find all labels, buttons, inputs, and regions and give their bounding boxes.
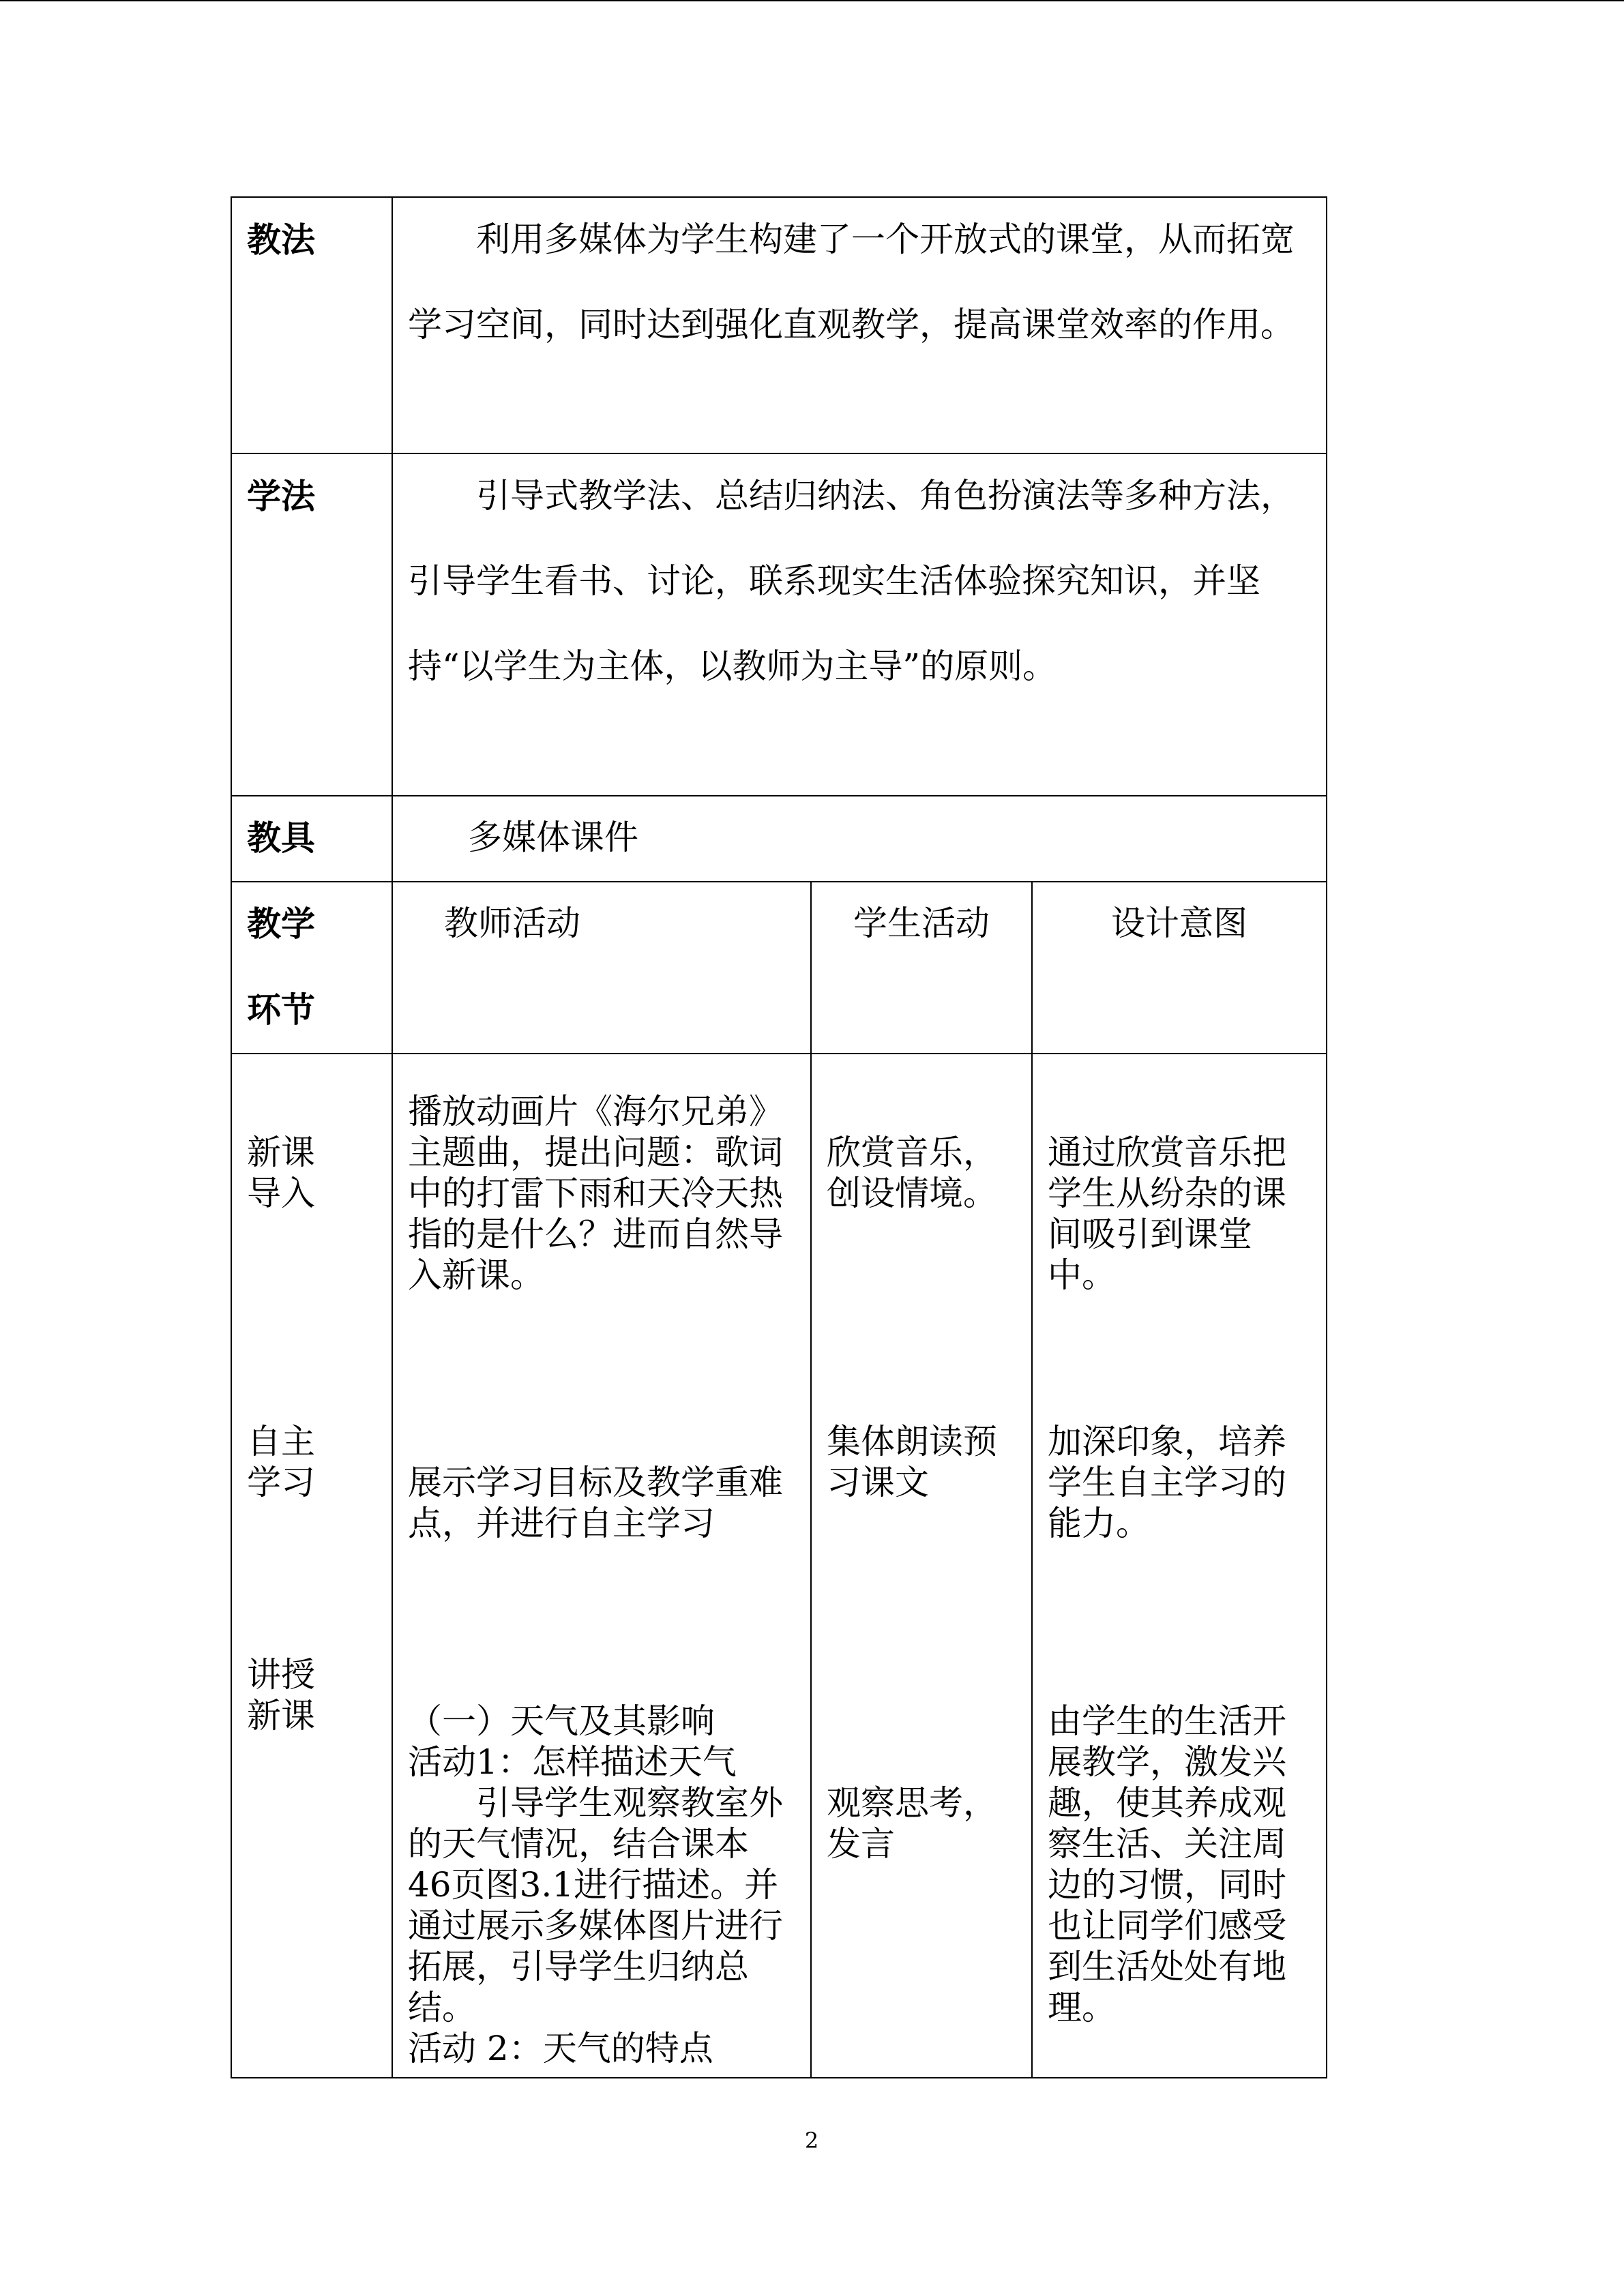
stage-student-lecture: 观察思考，发言: [827, 1783, 997, 1864]
stage-label-intro: 新课导入: [247, 1133, 315, 1213]
table-border-bottom: [231, 2077, 1327, 2078]
row-content-jiaoju: 多媒体课件: [468, 818, 638, 857]
top-border: [0, 0, 1624, 1]
stage-teacher-self-study: 展示学习目标及教学重难点，并进行自主学习: [408, 1463, 783, 1543]
stage-teacher-intro: 播放动画片《海尔兄弟》主题曲，提出问题：歌词中的打雷下雨和天冷天热指的是什么？进而自然导入新课。: [408, 1092, 783, 1295]
stage-intent-intro: 通过欣赏音乐把学生从纷杂的课间吸引到课堂中。: [1048, 1133, 1286, 1295]
row-content-jiaofa: 利用多媒体为学生构建了一个开放式的课堂，从而拓宽学习空间，同时达到强化直观教学，提高课堂效率的作用。: [408, 220, 1295, 344]
stage-label-lecture: 讲授新课: [247, 1655, 315, 1735]
table-divider-student: [1031, 881, 1033, 2078]
table-divider-label: [392, 196, 393, 2078]
header-intent: 设计意图: [1111, 904, 1247, 943]
table-divider-teacher: [810, 881, 812, 2078]
stage-label-self-study: 自主学习: [247, 1422, 315, 1502]
row-divider-4: [231, 1053, 1327, 1054]
stage-teacher-lecture: （一）天气及其影响 活动1：怎样描述天气 引导学生观察教室外的天气情况，结合课本46页图3.1进行描述。并通过展示多媒体图片进行拓展，引导学生归纳总结。 活动 2：天气的特点: [408, 1701, 783, 2068]
stage-intent-lecture: 由学生的生活开展教学，激发兴趣，使其养成观察生活、关注周边的习惯，同时也让同学们感受到生活处处有地理。: [1048, 1701, 1286, 2027]
stage-student-intro: 欣赏音乐，创设情境。: [827, 1133, 997, 1213]
page-number: 2: [804, 2128, 819, 2153]
table-border-left: [231, 196, 232, 2078]
row-label-jiaofa: 教法: [247, 220, 315, 260]
header-student: 学生活动: [853, 904, 990, 943]
header-stage: 教学环节: [247, 904, 315, 1030]
lesson-plan-table: [231, 196, 1327, 2078]
header-teacher: 教师活动: [444, 904, 580, 943]
row-content-xuefa: 引导式教学法、总结归纳法、角色扮演法等多种方法，引导学生看书、讨论，联系现实生活体验探究知识，并坚持“以学生为主体，以教师为主导”的原则。: [408, 476, 1295, 686]
stage-intent-self-study: 加深印象，培养学生自主学习的能力。: [1048, 1422, 1286, 1543]
stage-student-self-study: 集体朗读预习课文: [827, 1422, 997, 1502]
row-label-jiaoju: 教具: [247, 818, 315, 858]
table-border-right: [1326, 196, 1327, 2078]
row-label-xuefa: 学法: [247, 476, 315, 516]
